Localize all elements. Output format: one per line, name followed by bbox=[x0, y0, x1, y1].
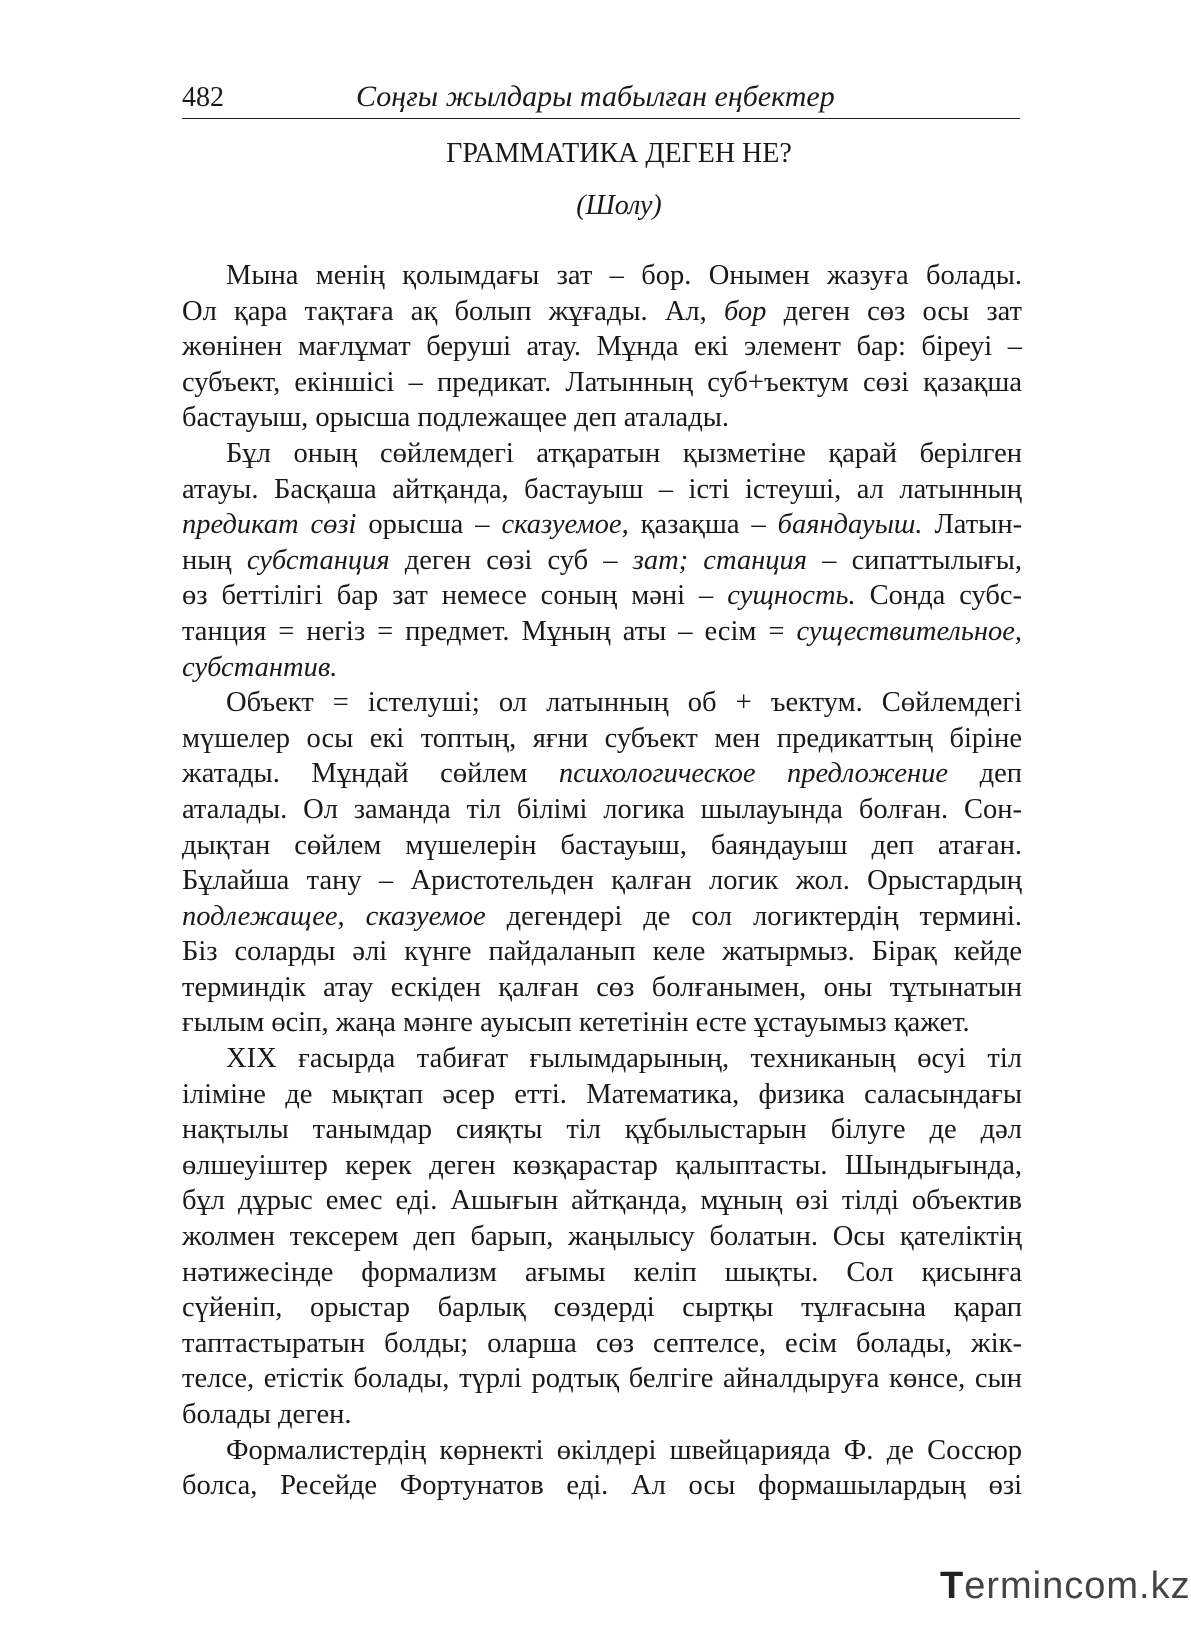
paragraph-line: подлежащее, сказуемое дегендері де сол логиктердің термині. bbox=[182, 900, 1023, 932]
paragraph-line: аталады. Ол заманда тіл білімі логика шылауында болған. Сон- bbox=[182, 793, 1022, 825]
paragraph-line: бұл дұрыс емес еді. Ашығын айтқанда, мұның өзі тілді объектив bbox=[182, 1185, 1022, 1217]
article-title: ГРАММАТИКА ДЕГЕН НЕ? bbox=[446, 138, 792, 169]
paragraph-line: мүшелер осы екі топтың, яғни субъект мен предикаттың біріне bbox=[182, 722, 1022, 754]
paragraph-line: өз беттілігі бар зат немесе соның мәні – сущность. Сонда субс- bbox=[182, 580, 1023, 612]
paragraph-line: жөнінен мағлұмат беруші атау. Мұнда екі элемент бар: біреуі – bbox=[182, 331, 1022, 363]
paragraph-line: дықтан сөйлем мүшелерін бастауыш, баяндауыш деп атаған. bbox=[182, 829, 1022, 861]
page-header bbox=[182, 78, 1020, 119]
paragraph-line: болады деген. bbox=[182, 1399, 352, 1430]
paragraph-line: Ол қара тақтаға ақ болып жұғады. Ал, бор деген сөз осы зат bbox=[182, 295, 1023, 327]
paragraph-line: субстантив. bbox=[182, 651, 338, 683]
paragraph-line: терминдік атау ескіден қалған сөз болғанымен, оны тұтынатын bbox=[182, 971, 1022, 1003]
paragraph-line: танция = негіз = предмет. Мұның аты – есім = существительное, bbox=[182, 615, 1022, 647]
paragraph-line: предикат сөзі орысша – сказуемое, қазақша – баяндауыш. Латын- bbox=[182, 509, 1023, 541]
paragraph-line: Объект = істелуші; ол латынның об + ъектум. Сөйлемдегі bbox=[226, 687, 1022, 719]
article-body bbox=[182, 258, 1022, 1504]
paragraph-line: Формалистердің көрнекті өкілдері швейцарияда Ф. де Соссюр bbox=[226, 1434, 1022, 1466]
paragraph-line: жатады. Мұндай сөйлем психологическое предложение деп bbox=[182, 758, 1023, 790]
paragraph-line: телсе, етістік болады, түрлі родтық белгіге айналдыруға көнсе, сын bbox=[182, 1363, 1022, 1395]
paragraph-line: нәтижесінде формализм ағымы келіп шықты. Сол қисынға bbox=[182, 1256, 1022, 1288]
paragraph-line: болса, Ресейде Фортунатов еді. Ал осы формашылардың өзі bbox=[182, 1470, 1022, 1502]
paragraph-line: ның субстанция деген сөзі суб – зат; станция – сипаттылығы, bbox=[182, 544, 1023, 576]
paragraph-line: субъект, екіншісі – предикат. Латынның суб+ъектум сөзі қазақша bbox=[182, 366, 1022, 398]
paragraph-line: ғылым өсіп, жаңа мәнге ауысып кететінін есте ұстауымыз қажет. bbox=[182, 1007, 970, 1039]
page-number: 482 bbox=[182, 82, 224, 113]
paragraph-line: XIX ғасырда табиғат ғылымдарының, техниканың өсуі тіл bbox=[226, 1043, 1022, 1075]
paragraph-line: Біз соларды әлі күнге пайдаланып келе жатырмыз. Бірақ кейде bbox=[182, 936, 1022, 968]
running-title: Соңғы жылдары табылған еңбектер bbox=[356, 80, 835, 113]
watermark-logo: Termincоm.kz bbox=[940, 1565, 1191, 1607]
paragraph-line: өлшеуіштер керек деген көзқарастар қалыптасты. Шындығында, bbox=[182, 1149, 1022, 1181]
paragraph-line: сүйеніп, орыстар барлық сөздерді сыртқы тұлғасына қарап bbox=[182, 1292, 1022, 1324]
paragraph-line: бастауыш, орысша подлежащее деп аталады. bbox=[182, 402, 729, 434]
paragraph-line: жолмен тексерем деп барып, жаңылысу болатын. Осы қателіктің bbox=[182, 1221, 1022, 1253]
paragraph-line: атауы. Басқаша айтқанда, бастауыш – істі істеуші, ал латынның bbox=[182, 473, 1022, 505]
paragraph-line: іліміне де мықтап әсер етті. Математика, физика саласындағы bbox=[182, 1078, 1022, 1110]
paragraph-line: таптастыратын болды; оларша сөз септелсе, есім болады, жік- bbox=[182, 1327, 1022, 1359]
paragraph-line: Бұлайша тану – Аристотельден қалған логик жол. Орыстардың bbox=[182, 865, 1022, 897]
paragraph-line: нақтылы танымдар сияқты тіл құбылыстарын білуге де дәл bbox=[182, 1114, 1022, 1146]
article-subtitle: (Шолу) bbox=[576, 190, 662, 221]
paragraph-line: Бұл оның сөйлемдегі атқаратын қызметіне қарай берілген bbox=[226, 437, 1022, 469]
paragraph-line: Мына менің қолымдағы зат – бор. Онымен жазуға болады. bbox=[226, 260, 1022, 291]
